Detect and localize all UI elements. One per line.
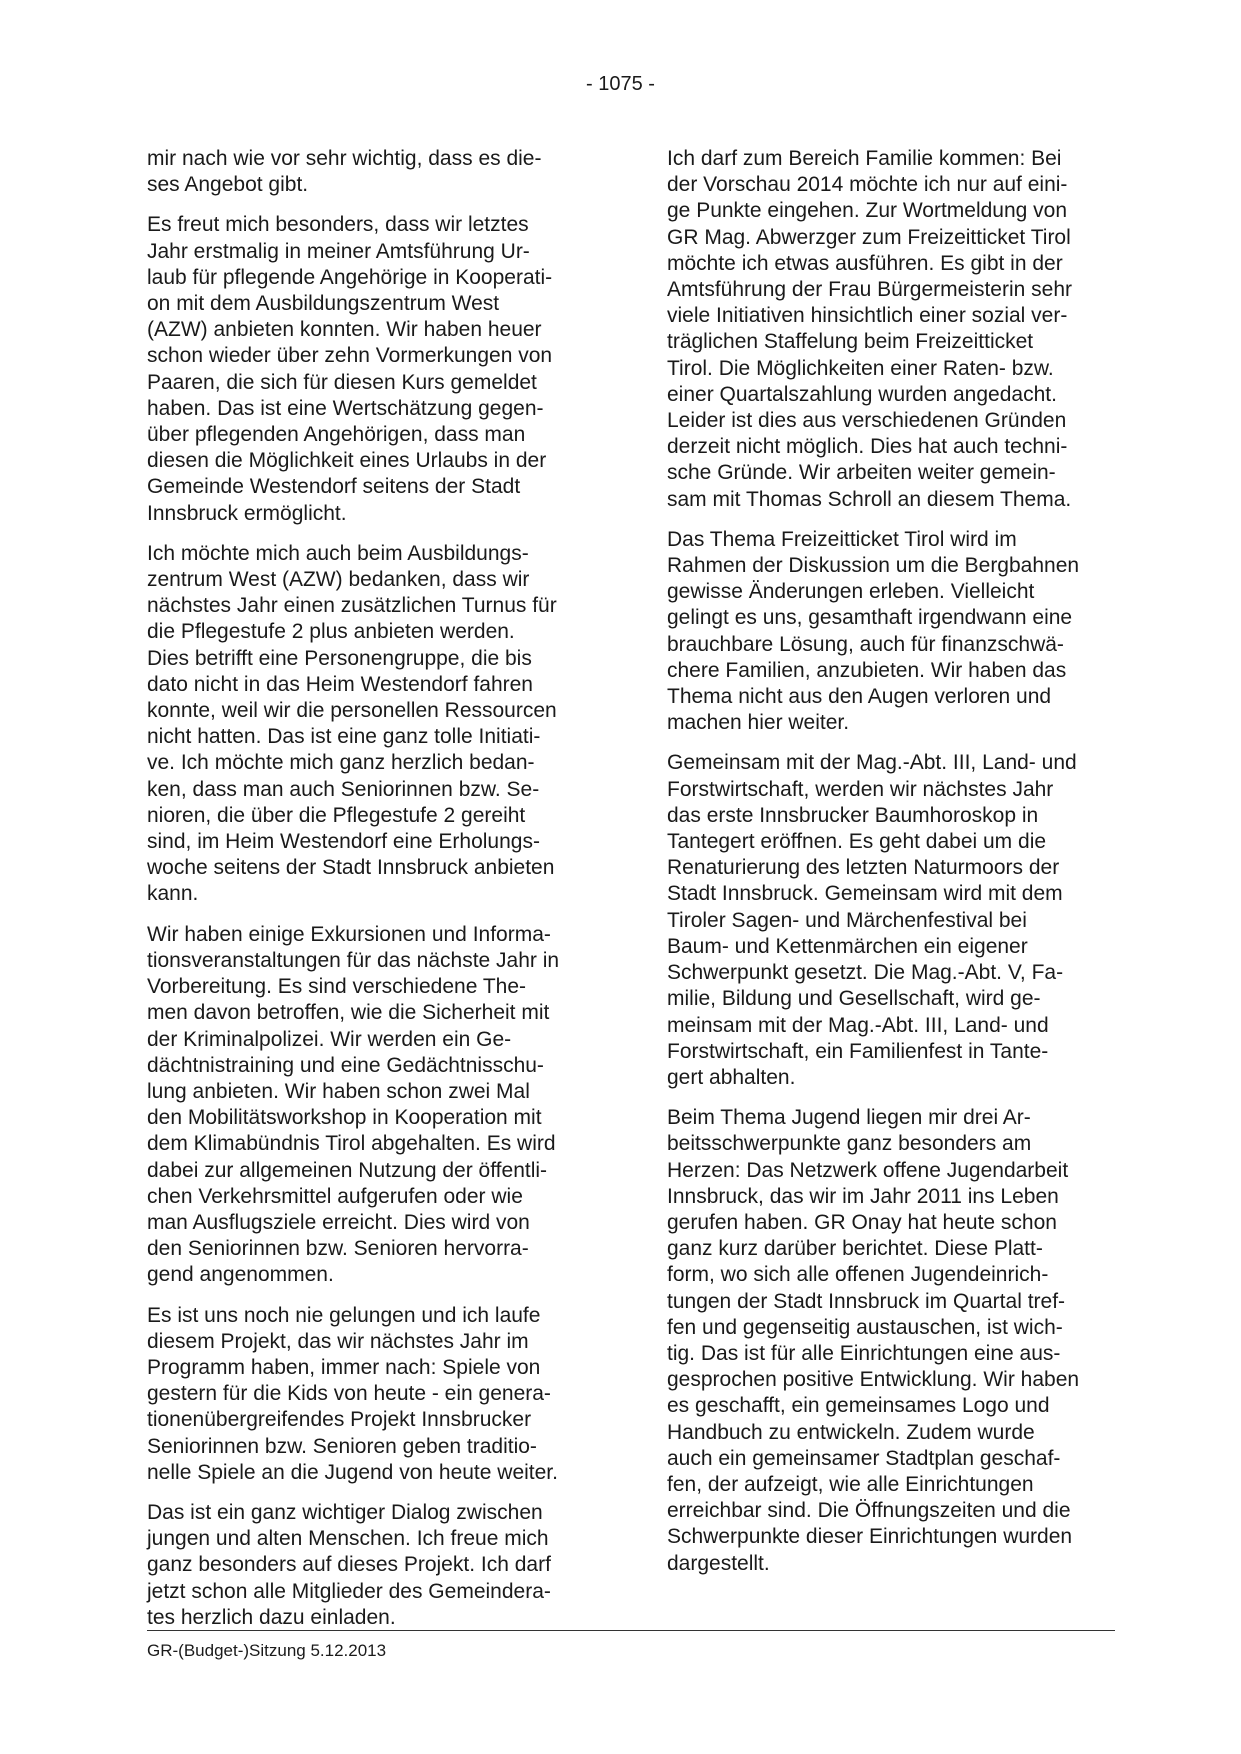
text-line: der Vorschau 2014 möchte ich nur auf eini- [667,173,1068,197]
text-line: milie, Bildung und Gesellschaft, wird ge- [667,987,1041,1011]
text-line: Handbuch zu entwickeln. Zudem wurde [667,1420,1035,1444]
text-line: Programm haben, immer nach: Spiele von [147,1355,541,1379]
text-line: machen hier weiter. [667,711,850,735]
text-line: Wir haben einige Exkursionen und Informa- [147,922,551,946]
text-line: dato nicht in das Heim Westendorf fahren [147,672,533,696]
text-line: GR Mag. Abwerzger zum Freizeitticket Tirol [667,225,1071,249]
text-line: form, wo sich alle offenen Jugendeinrich- [667,1263,1049,1287]
text-line: über pflegenden Angehörigen, dass man [147,423,526,447]
text-line: fen und gegenseitig austauschen, ist wich- [667,1315,1063,1339]
text-line: sind, im Heim Westendorf eine Erholungs- [147,830,540,854]
text-line: Schwerpunkte dieser Einrichtungen wurden [667,1525,1073,1549]
text-line: gelingt es uns, gesamthaft irgendwann eine [667,606,1073,630]
text-line: Gemeinde Westendorf seitens der Stadt [147,475,521,499]
text-line: mir nach wie vor sehr wichtig, dass es die- [147,147,542,170]
text-line: den Mobilitätsworkshop in Kooperation mit [147,1106,542,1130]
text-line: Tirol. Die Möglichkeiten einer Raten- bzw. [667,356,1054,380]
text-line: Innsbruck ermöglicht. [147,501,347,525]
text-line: Seniorinnen bzw. Senioren geben traditio- [147,1434,537,1458]
paragraph [667,527,1117,737]
text-line: diesem Projekt, das wir nächstes Jahr im [147,1329,529,1353]
paragraph [147,1303,597,1486]
text-line: Jahr erstmalig in meiner Amtsführung Ur- [147,239,530,263]
text-line: tionenübergreifendes Projekt Innsbrucker [147,1408,532,1432]
footer-session-label: GR-(Budget-)Sitzung 5.12.2013 [147,1641,387,1660]
text-line: (AZW) anbieten konnten. Wir haben heuer [147,318,542,342]
text-line: Das ist ein ganz wichtiger Dialog zwischen [147,1500,543,1524]
text-line: chen Verkehrsmittel aufgerufen oder wie [147,1184,523,1208]
text-line: chere Familien, anzubieten. Wir haben das [667,658,1067,682]
paragraph [667,750,1117,1091]
text-line: dargestellt. [667,1551,770,1575]
paragraph [147,1500,597,1631]
text-line: sche Gründe. Wir arbeiten weiter gemein- [667,461,1056,485]
text-line: tungen der Stadt Innsbruck im Quartal tref- [667,1289,1066,1313]
text-line: tes herzlich dazu einladen. [147,1605,396,1629]
text-line: schon wieder über zehn Vormerkungen von [147,344,553,368]
text-line: fen, der aufzeigt, wie alle Einrichtungen [667,1472,1034,1496]
paragraph [667,1105,1117,1577]
text-line: dabei zur allgemeinen Nutzung der öffentli- [147,1158,548,1182]
right-text-column [667,146,1117,1591]
paragraph [667,146,1117,513]
paragraph [147,922,597,1289]
text-line: dächtnistraining und eine Gedächtnisschu- [147,1053,544,1077]
text-line: Stadt Innsbruck. Gemeinsam wird mit dem [667,882,1063,906]
footer-divider [147,1630,1115,1631]
text-line: träglichen Staffelung beim Freizeitticket [667,330,1034,354]
text-line: ganz besonders auf dieses Projekt. Ich darf [147,1553,551,1577]
text-line: gestern für die Kids von heute - ein genera- [147,1382,551,1406]
text-line: derzeit nicht möglich. Dies hat auch techni- [667,435,1068,459]
text-line: Forstwirtschaft, werden wir nächstes Jahr [667,777,1054,801]
text-line: viele Initiativen hinsichtlich einer sozial ver- [667,304,1068,328]
text-line: der Kriminalpolizei. Wir werden ein Ge- [147,1027,512,1051]
text-line: Es ist uns noch nie gelungen und ich laufe [147,1303,541,1327]
text-line: Gemeinsam mit der Mag.-Abt. III, Land- und [667,751,1077,775]
text-line: tig. Das ist für alle Einrichtungen eine aus- [667,1341,1061,1365]
text-line: on mit dem Ausbildungszentrum West [147,292,500,316]
paragraph [147,541,597,908]
text-line: Thema nicht aus den Augen verloren und [667,685,1052,709]
text-line: beitsschwerpunkte ganz besonders am [667,1132,1032,1156]
text-line: brauchbare Lösung, auch für finanzschwä- [667,632,1064,656]
text-line: das erste Innsbrucker Baumhoroskop in [667,803,1039,827]
text-line: meinsam mit der Mag.-Abt. III, Land- und [667,1013,1049,1037]
text-line: Schwerpunkt gesetzt. Die Mag.-Abt. V, Fa- [667,961,1064,985]
text-line: men davon betroffen, wie die Sicherheit mit [147,1001,550,1025]
paragraph [147,212,597,526]
text-line: Renaturierung des letzten Naturmoors der [667,856,1060,880]
text-line: möchte ich etwas ausführen. Es gibt in der [667,251,1063,275]
text-line: haben. Das ist eine Wertschätzung gegen- [147,396,544,420]
text-line: auch ein gemeinsamer Stadtplan geschaf- [667,1446,1061,1470]
text-line: Forstwirtschaft, ein Familienfest in Tante- [667,1039,1049,1063]
text-line: gesprochen positive Entwicklung. Wir haben [667,1368,1080,1392]
text-line: Leider ist dies aus verschiedenen Gründen [667,409,1067,433]
text-line: Paaren, die sich für diesen Kurs gemeldet [147,370,537,394]
text-line: gerufen haben. GR Onay hat heute schon [667,1210,1057,1234]
text-line: nioren, die über die Pflegestufe 2 gereiht [147,803,526,827]
text-line: nicht hatten. Das ist eine ganz tolle Initiati- [147,725,541,749]
text-line: konnte, weil wir die personellen Ressourcen [147,699,557,723]
text-line: man Ausflugsziele erreicht. Dies wird von [147,1210,530,1234]
text-line: Tantegert eröffnen. Es geht dabei um die [667,830,1047,854]
left-text-column [147,146,597,1645]
text-line: gert abhalten. [667,1065,796,1089]
text-line: Amtsführung der Frau Bürgermeisterin sehr [667,278,1072,302]
text-line: Vorbereitung. Es sind verschiedene The- [147,975,527,999]
text-line: den Seniorinnen bzw. Senioren hervorra- [147,1237,529,1261]
text-line: Ich möchte mich auch beim Ausbildungs- [147,541,529,565]
text-line: ge Punkte eingehen. Zur Wortmeldung von [667,199,1068,223]
text-line: woche seitens der Stadt Innsbruck anbieten [147,856,555,880]
text-line: laub für pflegende Angehörige in Kooperati- [147,265,553,289]
text-line: sam mit Thomas Schroll an diesem Thema. [667,487,1072,511]
text-line: nächstes Jahr einen zusätzlichen Turnus für [147,594,557,618]
text-line: Beim Thema Jugend liegen mir drei Ar- [667,1106,1031,1130]
page-number: - 1075 - [586,73,655,95]
text-line: Rahmen der Diskussion um die Bergbahnen [667,554,1080,578]
text-line: Herzen: Das Netzwerk offene Jugendarbeit [667,1158,1069,1182]
text-line: erreichbar sind. Die Öffnungszeiten und die [667,1499,1071,1523]
text-line: kann. [147,882,199,906]
text-line: ganz kurz darüber berichtet. Diese Platt- [667,1237,1043,1261]
text-line: jetzt schon alle Mitglieder des Gemeindera- [147,1579,551,1603]
text-line: Das Thema Freizeitticket Tirol wird im [667,527,1017,551]
text-line: gewisse Änderungen erleben. Vielleicht [667,580,1035,604]
text-line: Ich darf zum Bereich Familie kommen: Bei [667,147,1062,170]
text-line: Innsbruck, das wir im Jahr 2011 ins Leben [667,1184,1059,1208]
text-line: tionsveranstaltungen für das nächste Jahr in [147,948,560,972]
text-line: dem Klimabündnis Tirol abgehalten. Es wird [147,1132,556,1156]
text-line: diesen die Möglichkeit eines Urlaubs in der [147,449,547,473]
text-line: jungen und alten Menschen. Ich freue mich [147,1527,549,1551]
text-line: Dies betrifft eine Personengruppe, die bis [147,646,532,670]
text-line: nelle Spiele an die Jugend von heute weiter. [147,1460,558,1484]
text-line: einer Quartalszahlung wurden angedacht. [667,382,1057,406]
text-line: Tiroler Sagen- und Märchenfestival bei [667,908,1027,932]
text-line: zentrum West (AZW) bedanken, dass wir [147,568,530,592]
text-line: ve. Ich möchte mich ganz herzlich bedan- [147,751,535,775]
text-line: es geschafft, ein gemeinsames Logo und [667,1394,1050,1418]
paragraph [147,146,597,198]
text-line: ses Angebot gibt. [147,173,309,197]
text-line: die Pflegestufe 2 plus anbieten werden. [147,620,515,644]
text-line: lung anbieten. Wir haben schon zwei Mal [147,1079,530,1103]
text-line: gend angenommen. [147,1263,334,1287]
text-line: Baum- und Kettenmärchen ein eigener [667,934,1028,958]
text-line: Es freut mich besonders, dass wir letztes [147,213,529,237]
text-line: ken, dass man auch Seniorinnen bzw. Se- [147,777,540,801]
